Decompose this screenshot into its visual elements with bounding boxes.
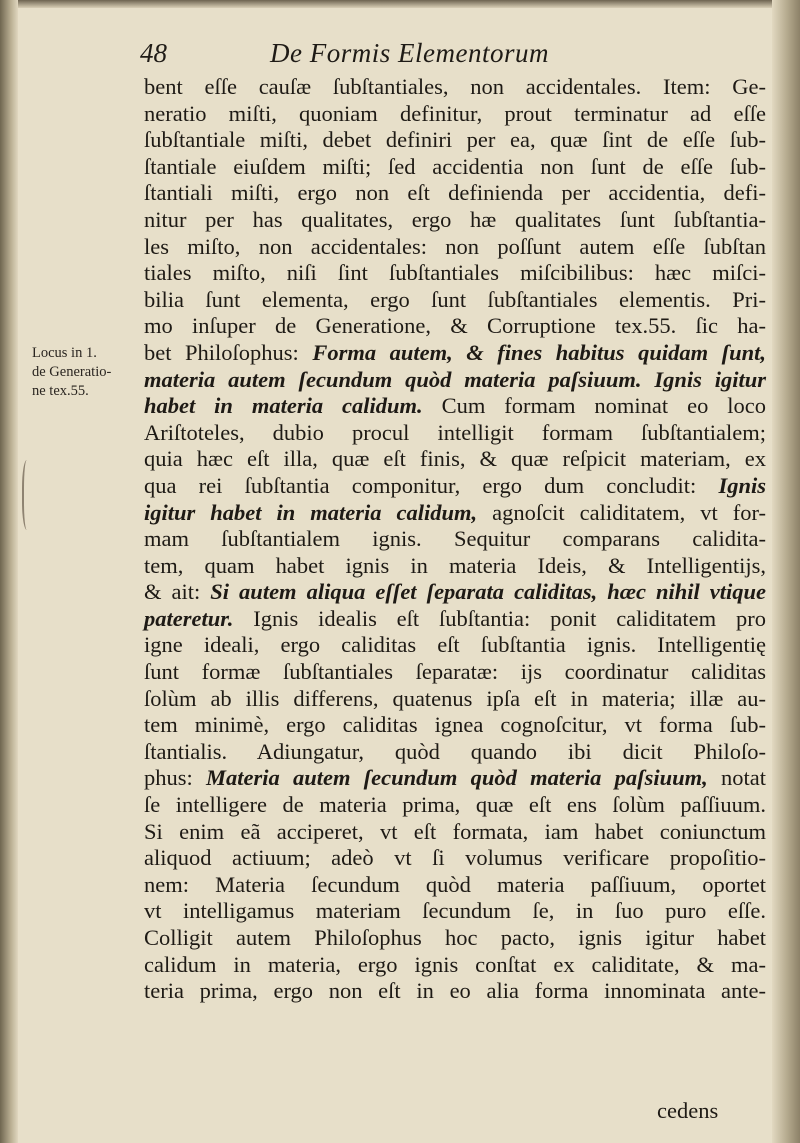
text-run: nitur per has qualitates, ergo hæ qualitates ſunt ſubſtantia- [144, 206, 766, 232]
text-line [144, 180, 766, 207]
text-line [144, 74, 766, 101]
marginal-note-line: ne tex.55. [32, 383, 89, 399]
text-run: Ariſtoteles, dubio procul intelligit formam ſubſtantialem; [144, 419, 766, 445]
text-run: ſolùm ab illis differens, quatenus ipſa eſt in materia; illæ au- [144, 685, 766, 711]
text-line [144, 606, 766, 633]
text-run: tem minimè, ergo caliditas ignea cognoſcitur, vt forma ſub- [144, 712, 766, 738]
text-line [144, 234, 766, 261]
text-line [144, 473, 766, 500]
text-line [144, 313, 766, 340]
text-run: Colligit autem Philoſophus hoc pacto, ignis igitur habet [144, 925, 766, 950]
text-run: Ignis idealis eſt ſubſtantia: ponit caliditatem pro [233, 605, 766, 631]
text-run: tiales miſto, niſi ſint ſubſtantiales miſcibilibus: hæc miſci- [144, 260, 766, 286]
text-line [144, 978, 766, 1005]
text-run: Cum formam nominat eo loco [422, 393, 766, 419]
text-run: ſtantiale eiuſdem miſti; ſed accidentia non ſunt de eſſe ſub- [144, 153, 766, 179]
text-run: Si enim eã acciperet, vt eſt formata, iam habet coniunctum [144, 818, 766, 844]
text-line [144, 765, 766, 792]
text-run: vt intelligamus materiam ſecundum ſe, in ſuo puro eſſe. [144, 898, 766, 924]
text-line [144, 632, 766, 659]
page-top-edge [0, 0, 800, 8]
text-run: & ait: [144, 579, 211, 605]
page-number: 48 [140, 38, 167, 68]
quoted-text-run: Materia autem ſecundum quòd materia paſsiuum, [205, 765, 708, 791]
text-run: agnoſcit caliditatem, vt for- [477, 499, 766, 525]
text-line [144, 925, 766, 952]
text-line [144, 340, 766, 367]
text-line [144, 659, 766, 686]
text-line [144, 526, 766, 553]
text-run: les miſto, non accidentales: non poſſunt autem eſſe ſubſtan [144, 233, 766, 259]
quoted-text-run: igitur habet in materia calidum, [144, 499, 478, 525]
ink-stain [22, 460, 34, 530]
text-line [144, 127, 766, 154]
text-run: notat [707, 765, 766, 791]
page-header [140, 38, 740, 74]
text-run: quia hæc eſt illa, quæ eſt finis, & quæ reſpicit materiam, ex [144, 446, 766, 472]
text-run: mam ſubſtantialem ignis. Sequitur comparans calidita- [144, 526, 766, 552]
text-line [144, 500, 766, 527]
text-run: mo inſuper de Generatione, & Corruptione tex.55. ſic ha- [144, 313, 766, 339]
marginal-note [32, 344, 132, 401]
text-line [144, 898, 766, 925]
text-line [144, 393, 766, 420]
text-line [144, 553, 766, 580]
text-line [144, 686, 766, 713]
text-line [144, 845, 766, 872]
quoted-text-run: habet in materia calidum. [144, 393, 423, 419]
text-line [144, 712, 766, 739]
catchword: cedens [657, 1098, 719, 1123]
text-run: phus: [144, 765, 206, 791]
text-run: nem: Materia ſecundum quòd materia paſſiuum, oportet [144, 871, 766, 897]
quoted-text-run: Forma autem, & fines habitus quidam ſunt, [312, 339, 767, 365]
page-edge-shadow [772, 0, 800, 1143]
text-run: neratio miſti, quoniam definitur, prout terminatur ad eſſe [144, 100, 766, 126]
text-line [144, 367, 766, 394]
quoted-text-run: pateretur. [144, 605, 234, 631]
text-run: tem, quam habet ignis in materia Ideis, & Intelligentijs, [144, 552, 766, 578]
marginal-note-line: de Generatio- [32, 364, 112, 380]
text-line [144, 101, 766, 128]
text-run: ſe intelligere de materia prima, quæ eſt ens ſolùm paſſiuum. [144, 792, 766, 818]
text-line [144, 739, 766, 766]
text-run: bet Philoſophus: [144, 339, 313, 365]
text-run: bilia ſunt elementa, ergo ſunt ſubſtantiales elementis. Pri- [144, 286, 766, 312]
text-line [144, 446, 766, 473]
text-run: teria prima, ergo non eſt in eo alia forma innominata ante- [144, 978, 766, 1004]
text-line [144, 287, 766, 314]
body-text [144, 74, 766, 1005]
text-run: ſubſtantiale miſti, debet definiri per ea, quæ ſint de eſſe ſub- [144, 127, 766, 153]
text-run: ſtantialis. Adiungatur, quòd quando ibi dicit Philoſo- [144, 738, 766, 764]
text-line [144, 872, 766, 899]
text-run: qua rei ſubſtantia componitur, ergo dum concludit: [144, 472, 719, 498]
text-run: ſunt formæ ſubſtantiales ſeparatæ: ijs coordinatur caliditas [144, 659, 766, 685]
binding-gutter [0, 0, 18, 1143]
text-line [144, 420, 766, 447]
marginal-note-line: Locus in 1. [32, 345, 97, 361]
text-line [144, 579, 766, 606]
text-run: ſtantiali miſti, ergo non eſt definienda per accidentia, defi- [144, 180, 766, 206]
text-line [144, 260, 766, 287]
text-line [144, 207, 766, 234]
quoted-text-run: materia autem ſecundum quòd materia paſsiuum. Ignis igitur [144, 366, 766, 392]
text-run: igne ideali, ergo caliditas eſt ſubſtantia ignis. Intelligentię [144, 632, 766, 658]
text-line [144, 952, 766, 979]
text-line [144, 792, 766, 819]
running-title: De Formis Elementorum [270, 38, 549, 68]
text-line [144, 819, 766, 846]
text-run: bent eſſe cauſæ ſubſtantiales, non accidentales. Item: Ge- [144, 74, 766, 99]
text-run: calidum in materia, ergo ignis conſtat ex caliditate, & ma- [144, 951, 766, 977]
quoted-text-run: Ignis [718, 472, 766, 498]
text-run: aliquod actiuum; adeò vt ſi volumus verificare propoſitio- [144, 845, 766, 871]
quoted-text-run: Si autem aliqua eſſet ſeparata caliditas, hæc nihil vtique [210, 579, 767, 605]
text-line [144, 154, 766, 181]
